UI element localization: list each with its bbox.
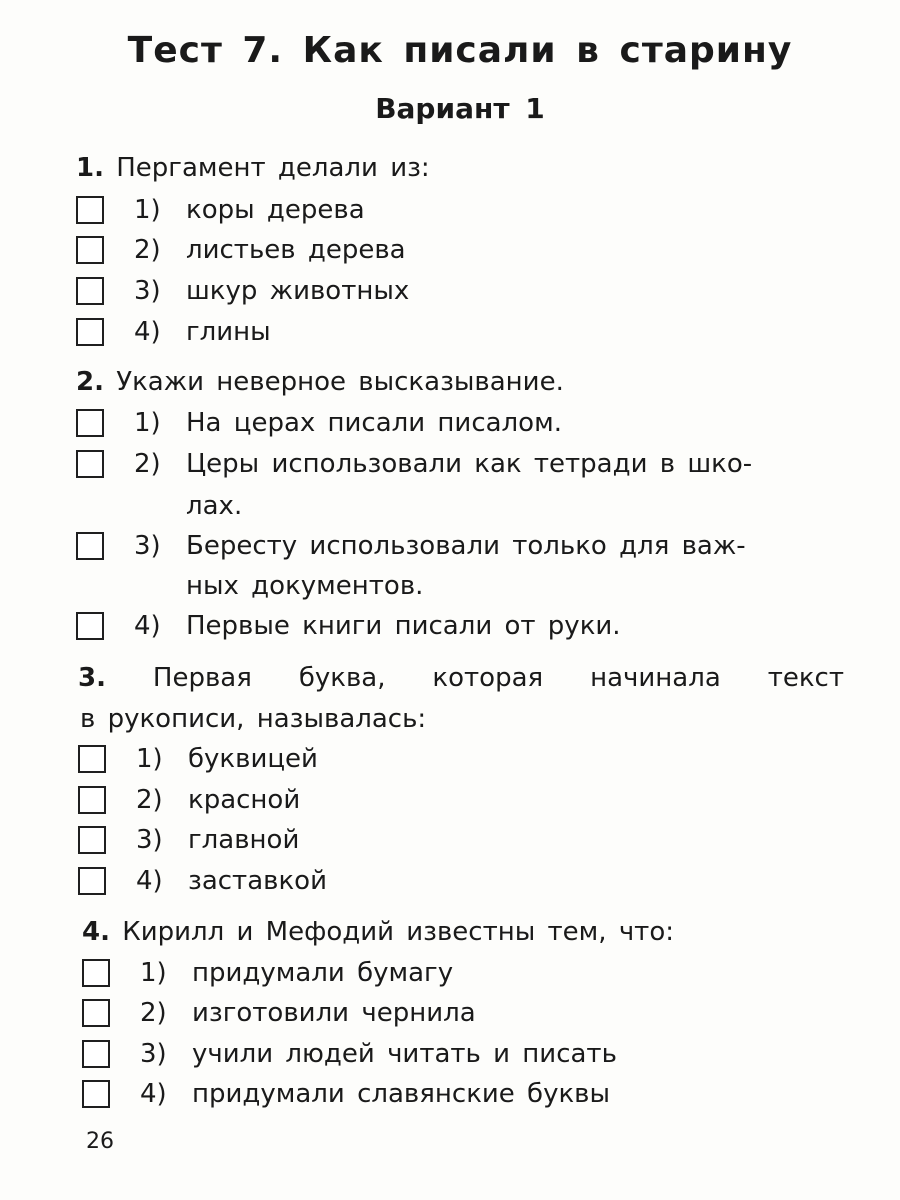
question-text: Первая буква, которая начинала текст — [152, 663, 844, 693]
question-2 — [76, 362, 564, 402]
question-4 — [82, 912, 674, 952]
option-number: 2) — [136, 785, 163, 815]
option-text: Первые книги писали от руки. — [186, 611, 621, 641]
option-text: коры дерева — [186, 195, 365, 225]
test-title: Тест 7. Как писали в старину — [127, 30, 793, 71]
answer-checkbox[interactable] — [76, 277, 104, 305]
option-number: 4) — [134, 317, 161, 347]
question-1 — [76, 148, 430, 188]
answer-checkbox[interactable] — [82, 999, 110, 1027]
answer-checkbox[interactable] — [76, 532, 104, 560]
question-text: Укажи неверное высказывание. — [116, 367, 564, 397]
answer-checkbox[interactable] — [82, 1040, 110, 1068]
option-text: заставкой — [188, 866, 327, 896]
option-text-continuation: ных документов. — [186, 571, 424, 601]
option-text: изготовили чернила — [192, 998, 476, 1028]
answer-checkbox[interactable] — [76, 409, 104, 437]
option-number: 3) — [136, 825, 163, 855]
answer-checkbox[interactable] — [76, 612, 104, 640]
option-text: придумали бумагу — [192, 958, 454, 988]
option-number: 1) — [134, 195, 161, 225]
question-number: 4. — [82, 917, 110, 947]
option-text: глины — [186, 317, 271, 347]
answer-checkbox[interactable] — [76, 318, 104, 346]
option-number: 1) — [140, 958, 167, 988]
question-text-continuation: в рукописи, называлась: — [80, 704, 427, 734]
answer-checkbox[interactable] — [82, 959, 110, 987]
option-text: листьев дерева — [186, 235, 406, 265]
option-number: 4) — [136, 866, 163, 896]
answer-checkbox[interactable] — [76, 196, 104, 224]
answer-checkbox[interactable] — [82, 1080, 110, 1108]
option-number: 1) — [134, 408, 161, 438]
option-number: 2) — [140, 998, 167, 1028]
option-number: 4) — [134, 611, 161, 641]
variant-title: Вариант 1 — [375, 92, 545, 125]
question-number: 2. — [76, 367, 104, 397]
answer-checkbox[interactable] — [78, 867, 106, 895]
option-number: 3) — [140, 1039, 167, 1069]
option-number: 2) — [134, 449, 161, 479]
option-number: 1) — [136, 744, 163, 774]
question-text: Кирилл и Мефодий известны тем, что: — [122, 917, 674, 947]
option-text: Бересту использовали только для важ- — [186, 531, 746, 561]
page-number: 26 — [86, 1129, 114, 1154]
option-number: 3) — [134, 531, 161, 561]
option-number: 4) — [140, 1079, 167, 1109]
option-text: буквицей — [188, 744, 318, 774]
question-text: Пергамент делали из: — [116, 153, 430, 183]
answer-checkbox[interactable] — [78, 826, 106, 854]
answer-checkbox[interactable] — [78, 786, 106, 814]
option-text-continuation: лах. — [186, 491, 243, 521]
answer-checkbox[interactable] — [76, 236, 104, 264]
question-number: 1. — [76, 153, 104, 183]
answer-checkbox[interactable] — [78, 745, 106, 773]
option-text: шкур животных — [186, 276, 410, 306]
answer-checkbox[interactable] — [76, 450, 104, 478]
option-number: 2) — [134, 235, 161, 265]
option-text: главной — [188, 825, 300, 855]
question-3 — [78, 658, 844, 698]
option-text: учили людей читать и писать — [192, 1039, 617, 1069]
question-number: 3. — [78, 663, 106, 693]
option-text: Церы использовали как тетради в шко- — [186, 449, 753, 479]
option-text: красной — [188, 785, 301, 815]
option-number: 3) — [134, 276, 161, 306]
option-text: На церах писали писалом. — [186, 408, 562, 438]
option-text: придумали славянские буквы — [192, 1079, 611, 1109]
